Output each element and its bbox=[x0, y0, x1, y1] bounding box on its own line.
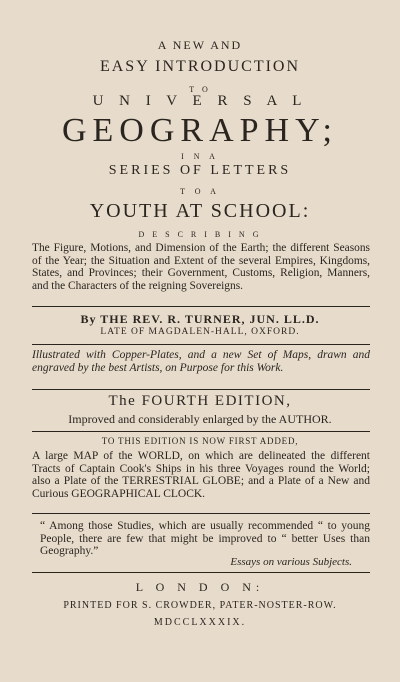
title-line-in-a: I N A bbox=[181, 152, 219, 161]
divider-rule bbox=[32, 306, 370, 307]
author-college: LATE OF MAGDALEN-HALL, OXFORD. bbox=[100, 327, 300, 337]
title-line-geography: GEOGRAPHY; bbox=[61, 112, 338, 149]
description-paragraph: The Figure, Motions, and Dimension of the Earth; the different Seasons of the Year; the Situation and Extent of the several Empires, Kingdoms, States, and Provinces; their Government, Customs, Religion, Manners, and the Characters of the reigning Sovereigns. bbox=[32, 242, 370, 292]
imprint-date: MDCCLXXXIX. bbox=[153, 617, 247, 628]
epigraph-quote: “ Among those Studies, which are usually recommended “ to young People, there are few that might be improved to “ better Uses than Geography.” bbox=[40, 520, 370, 557]
title-line-easy-introduction: EASY INTRODUCTION bbox=[99, 58, 301, 75]
edition-subtitle: Improved and considerably enlarged by the AUTHOR. bbox=[68, 412, 332, 426]
divider-rule bbox=[32, 431, 370, 432]
title-line-to-a: T O A bbox=[180, 187, 220, 196]
additions-paragraph: A large MAP of the WORLD, on which are delineated the different Tracts of Captain Cook's Ships in his three Voyages round the World; also a Plate of the TERRESTRIAL GLOBE; and a Plate of a New and Curious GEOGRAPHICAL CLOCK. bbox=[32, 450, 370, 500]
title-line-a-new-and: A NEW AND bbox=[157, 38, 243, 52]
illustrations-note: Illustrated with Copper-Plates, and a new Set of Maps, drawn and engraved by the best Artists, on Purpose for this Work. bbox=[32, 349, 370, 374]
additions-heading: TO THIS EDITION IS NOW FIRST ADDED, bbox=[101, 436, 299, 446]
title-line-universal: U N I V E R S A L bbox=[92, 93, 308, 109]
edition-title: The FOURTH EDITION, bbox=[108, 393, 292, 409]
epigraph-attribution: Essays on various Subjects. bbox=[230, 556, 352, 568]
title-line-youth-at-school: YOUTH AT SCHOOL: bbox=[89, 200, 311, 222]
title-line-describing: D E S C R I B I N G bbox=[138, 230, 262, 239]
divider-rule bbox=[32, 344, 370, 345]
divider-rule bbox=[32, 572, 370, 573]
title-line-series-of-letters: SERIES OF LETTERS bbox=[108, 163, 292, 178]
author-line: By THE REV. R. TURNER, JUN. LL.D. bbox=[80, 312, 320, 326]
title-line-to: T O bbox=[189, 85, 211, 94]
imprint-city: L O N D O N: bbox=[135, 580, 265, 594]
divider-rule bbox=[32, 389, 370, 390]
divider-rule bbox=[32, 513, 370, 514]
imprint-printer: PRINTED FOR S. CROWDER, PATER-NOSTER-ROW. bbox=[63, 600, 337, 611]
